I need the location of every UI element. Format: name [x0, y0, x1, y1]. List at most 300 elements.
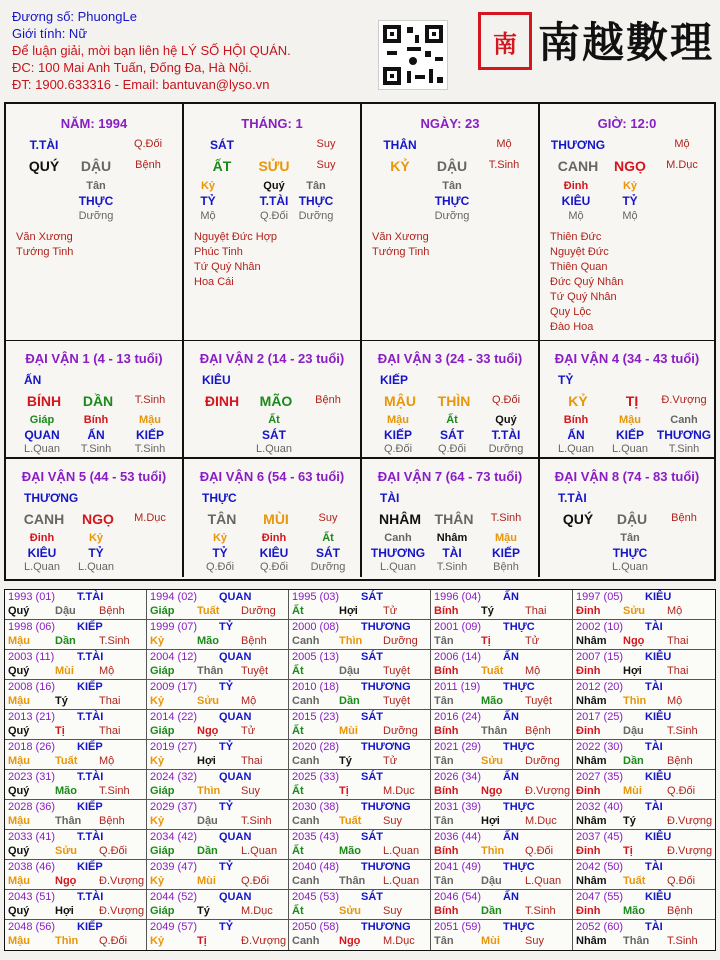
year-ten-god: TỶ [219, 801, 234, 813]
annual-cell [5, 800, 147, 829]
dai-van-branch: THÌN [437, 393, 471, 409]
year-label: 2020 (28) [292, 741, 340, 753]
year-life-stage: T.Sinh [525, 905, 556, 917]
annual-cell [147, 740, 289, 769]
annual-cell [573, 620, 715, 649]
year-label: 2002 (10) [576, 621, 624, 633]
pillar-stem: ẤT [212, 158, 232, 174]
hidden-stem: Ất [268, 414, 280, 426]
year-stem: Nhâm [576, 935, 607, 947]
year-label: 1999 (07) [150, 621, 198, 633]
annual-cell [573, 800, 715, 829]
annual-row [5, 890, 715, 920]
pillar-life-stage: Bệnh [135, 159, 161, 171]
annual-cell [147, 920, 289, 950]
annual-cell [289, 860, 431, 889]
year-ten-god: TÀI [645, 741, 663, 753]
pillar-star: Tứ Quý Nhân [550, 291, 617, 303]
dai-van-life-stage: T.Sinh [490, 512, 522, 524]
annual-cell [5, 890, 147, 919]
year-life-stage: Mộ [241, 695, 257, 707]
hidden-ten-god: THỰC [612, 546, 648, 560]
year-ten-god: ẤN [503, 831, 519, 843]
year-branch: Sửu [623, 605, 646, 617]
annual-row [5, 770, 715, 800]
year-stem: Quý [8, 725, 30, 737]
contact-phone-email: ĐT: 1900.633316 - Email: bantuvan@lyso.vn [12, 77, 270, 92]
year-branch: Mùi [623, 785, 642, 797]
year-ten-god: THỰC [503, 681, 535, 693]
year-branch: Mão [339, 845, 361, 857]
dai-van-life-stage: T.Sinh [134, 394, 166, 406]
year-stem: Kỷ [150, 935, 165, 947]
year-life-stage: Dưỡng [383, 635, 418, 647]
owner-name: Đương số: PhuongLe [12, 9, 137, 24]
annual-table [4, 589, 716, 951]
annual-cell [147, 770, 289, 799]
year-stem: Quý [8, 905, 30, 917]
dai-van-stem: ĐINH [204, 393, 240, 409]
year-life-stage: Thai [667, 665, 689, 677]
annual-cell [289, 740, 431, 769]
year-branch: Dậu [623, 725, 644, 737]
year-branch: Thân [197, 665, 224, 677]
year-label: 2008 (16) [8, 681, 56, 693]
pillar-stem: KỶ [390, 158, 410, 174]
dai-van-stem: BÍNH [26, 393, 62, 409]
hidden-ten-god: QUAN [24, 428, 60, 442]
annual-cell [431, 830, 573, 859]
annual-row [5, 740, 715, 770]
year-branch: Dần [481, 905, 502, 917]
pillar-column [362, 104, 540, 340]
hidden-stem: Kỷ [88, 532, 104, 544]
dai-van-stem: TÂN [207, 511, 237, 527]
dai-van-title: ĐẠI VẬN 7 (64 - 73 tuổi) [377, 469, 523, 484]
hidden-life-stage: L.Quan [611, 443, 649, 455]
annual-cell [5, 770, 147, 799]
dai-van-ten-god: THỰC [202, 491, 237, 505]
year-life-stage: Bệnh [99, 605, 125, 617]
year-stem: Bính [434, 905, 459, 917]
hidden-life-stage: T.Sinh [668, 443, 700, 455]
annual-row [5, 860, 715, 890]
year-stem: Đinh [576, 725, 601, 737]
year-label: 1998 (06) [8, 621, 56, 633]
year-ten-god: KIẾP [77, 621, 103, 633]
annual-cell [147, 590, 289, 619]
hidden-stem: Canh [670, 414, 698, 426]
year-life-stage: Suy [383, 905, 402, 917]
hidden-ten-god: THƯƠNG [656, 428, 712, 442]
annual-cell [5, 740, 147, 769]
hidden-ten-god: KIẾP [491, 546, 521, 560]
year-life-stage: Thai [99, 695, 121, 707]
annual-cell [289, 920, 431, 950]
year-label: 2014 (22) [150, 711, 198, 723]
dai-van-title: ĐẠI VẬN 2 (14 - 23 tuổi) [199, 351, 345, 366]
year-ten-god: TÀI [645, 621, 663, 633]
hidden-stem: Canh [384, 532, 412, 544]
dai-van-branch: MÃO [259, 393, 293, 409]
year-life-stage: Q.Đối [667, 785, 696, 797]
year-label: 2024 (32) [150, 771, 198, 783]
pillar-star: Quy Lộc [550, 306, 591, 318]
hidden-ten-god: KIẾP [615, 428, 645, 442]
year-label: 2036 (44) [434, 831, 482, 843]
four-pillars-grid [4, 102, 716, 342]
year-branch: Tị [623, 845, 633, 857]
hidden-life-stage: Dưỡng [434, 210, 470, 222]
year-life-stage: L.Quan [525, 875, 562, 887]
year-life-stage: M.Dục [241, 905, 273, 917]
pillar-branch: DẬU [80, 158, 112, 174]
dai-van-ten-god: KIÊU [202, 373, 231, 387]
year-label: 2000 (08) [292, 621, 340, 633]
year-branch: Tý [623, 815, 636, 827]
year-label: 1993 (01) [8, 591, 56, 603]
dai-van-cell [362, 341, 540, 459]
year-ten-god: TỶ [219, 681, 234, 693]
year-life-stage: Q.Đối [525, 845, 554, 857]
year-ten-god: THƯƠNG [361, 621, 411, 633]
year-label: 2035 (43) [292, 831, 340, 843]
dai-van-cell [6, 459, 184, 577]
year-label: 2023 (31) [8, 771, 56, 783]
year-stem: Bính [434, 785, 459, 797]
annual-cell [289, 650, 431, 679]
gender: Giới tính: Nữ [12, 26, 88, 41]
hidden-life-stage: Q.Đối [205, 561, 235, 573]
pillar-ten-god: SÁT [210, 138, 234, 152]
year-life-stage: T.Sinh [99, 635, 130, 647]
year-branch: Tuất [339, 815, 362, 827]
dai-van-life-stage: Q.Đối [491, 394, 521, 406]
year-ten-god: THƯƠNG [361, 681, 411, 693]
pillar-ten-god: T.TÀI [29, 138, 59, 152]
dai-van-ten-god: TỶ [558, 373, 574, 387]
year-ten-god: KIÊU [645, 771, 672, 783]
contact-invite: Để luận giải, mời bạn liên hệ LÝ SỐ HỘI QUÁN. [12, 43, 291, 58]
dai-van-cell [540, 341, 714, 459]
year-label: 2010 (18) [292, 681, 340, 693]
pillar-title: THÁNG: 1 [241, 116, 303, 131]
hidden-stem: Ất [446, 414, 458, 426]
year-branch: Mùi [197, 875, 216, 887]
pillar-stem: QUÝ [28, 158, 60, 174]
hidden-life-stage: Dưỡng [488, 443, 524, 455]
annual-row [5, 920, 715, 950]
year-ten-god: QUAN [219, 591, 252, 603]
year-ten-god: QUAN [219, 651, 252, 663]
pillar-star: Thiên Đức [550, 231, 602, 243]
dai-van-branch: DẬU [616, 511, 648, 527]
hidden-stem: Kỷ [622, 180, 638, 192]
annual-cell [573, 710, 715, 739]
year-branch: Tị [197, 935, 207, 947]
annual-cell [5, 590, 147, 619]
year-label: 2001 (09) [434, 621, 482, 633]
dai-van-stem: NHÂM [379, 511, 421, 527]
year-stem: Tân [434, 695, 454, 707]
year-ten-god: TỶ [219, 621, 234, 633]
year-stem: Bính [434, 725, 459, 737]
year-ten-god: ẤN [503, 651, 519, 663]
year-stem: Mậu [8, 935, 30, 947]
pillar-top-status: Mộ [496, 138, 512, 150]
annual-cell [573, 860, 715, 889]
hidden-ten-god: KIẾP [383, 428, 413, 442]
annual-cell [431, 770, 573, 799]
year-label: 2045 (53) [292, 891, 340, 903]
year-life-stage: T.Sinh [241, 815, 272, 827]
hidden-ten-god: KIẾP [135, 428, 165, 442]
year-stem: Ất [292, 905, 304, 917]
annual-cell [147, 890, 289, 919]
year-label: 2006 (14) [434, 651, 482, 663]
annual-row [5, 710, 715, 740]
year-stem: Tân [434, 635, 454, 647]
year-branch: Ngọ [623, 635, 645, 647]
year-life-stage: Đ.Vượng [667, 815, 713, 827]
year-ten-god: KIÊU [645, 651, 672, 663]
year-life-stage: Bệnh [667, 755, 693, 767]
pillar-stem: CANH [557, 158, 599, 174]
year-stem: Giáp [150, 725, 175, 737]
year-branch: Sửu [197, 695, 220, 707]
year-life-stage: Đ.Vượng [99, 875, 145, 887]
hidden-life-stage: Dưỡng [298, 210, 334, 222]
year-label: 2049 (57) [150, 921, 198, 933]
annual-cell [5, 920, 147, 950]
annual-cell [147, 800, 289, 829]
year-stem: Quý [8, 665, 30, 677]
hidden-life-stage: L.Quan [77, 561, 115, 573]
year-label: 2050 (58) [292, 921, 340, 933]
year-ten-god: SÁT [361, 651, 383, 663]
dai-van-branch: MÙI [263, 511, 289, 527]
hidden-life-stage: Mộ [568, 210, 584, 222]
year-ten-god: TÀI [645, 801, 663, 813]
annual-cell [5, 680, 147, 709]
pillar-star: Nguyệt Đức Hợp [194, 231, 278, 243]
year-label: 2029 (37) [150, 801, 198, 813]
hidden-ten-god: KIÊU [259, 546, 289, 560]
pillar-star: Phúc Tinh [194, 246, 243, 258]
year-branch: Dần [339, 695, 360, 707]
year-life-stage: Bệnh [667, 905, 693, 917]
hidden-ten-god: ẤN [567, 428, 585, 442]
year-branch: Thìn [55, 935, 79, 947]
contact-address: ĐC: 100 Mai Anh Tuấn, Đống Đa, Hà Nội. [12, 60, 252, 75]
year-branch: Thìn [481, 845, 505, 857]
year-ten-god: KIẾP [77, 921, 103, 933]
annual-cell [573, 650, 715, 679]
hidden-life-stage: Q.Đối [259, 561, 289, 573]
logo-seal [478, 12, 532, 70]
year-life-stage: Q.Đối [667, 875, 696, 887]
year-stem: Tân [434, 815, 454, 827]
year-life-stage: Tử [383, 755, 398, 767]
year-ten-god: T.TÀI [77, 711, 104, 723]
hidden-life-stage: Q.Đối [259, 210, 289, 222]
hidden-life-stage: Bệnh [493, 561, 519, 573]
hidden-stem: Đinh [261, 532, 287, 544]
year-stem: Canh [292, 875, 320, 887]
hidden-ten-god: THƯƠNG [370, 546, 426, 560]
year-branch: Thân [481, 725, 508, 737]
annual-cell [431, 860, 573, 889]
pillar-column [540, 104, 714, 340]
year-label: 2018 (26) [8, 741, 56, 753]
year-life-stage: M.Dục [525, 815, 557, 827]
dai-van-stem: QUÝ [562, 511, 594, 527]
year-stem: Canh [292, 635, 320, 647]
annual-cell [431, 710, 573, 739]
pillar-ten-god: THƯƠNG [550, 138, 606, 152]
year-label: 2052 (60) [576, 921, 624, 933]
year-branch: Ngọ [339, 935, 361, 947]
dai-van-title: ĐẠI VẬN 6 (54 - 63 tuổi) [199, 469, 345, 484]
year-label: 2034 (42) [150, 831, 198, 843]
hidden-ten-god: SÁT [440, 428, 464, 442]
pillar-column [6, 104, 184, 340]
pillar-star: Tứ Quý Nhân [194, 261, 261, 273]
dai-van-title: ĐẠI VẬN 3 (24 - 33 tuổi) [377, 351, 523, 366]
year-label: 2009 (17) [150, 681, 198, 693]
annual-cell [289, 710, 431, 739]
annual-cell [573, 740, 715, 769]
year-label: 2027 (35) [576, 771, 624, 783]
year-ten-god: QUAN [219, 831, 252, 843]
hidden-life-stage: Dưỡng [310, 561, 346, 573]
year-branch: Dậu [197, 815, 218, 827]
annual-cell [431, 800, 573, 829]
year-stem: Kỷ [150, 755, 165, 767]
annual-cell [573, 890, 715, 919]
year-branch: Sửu [55, 845, 78, 857]
year-label: 1997 (05) [576, 591, 624, 603]
annual-cell [289, 830, 431, 859]
hidden-ten-god: THỰC [78, 194, 114, 208]
year-stem: Giáp [150, 905, 175, 917]
hidden-stem: Tân [620, 532, 640, 544]
annual-cell [147, 860, 289, 889]
year-ten-god: TỶ [219, 861, 234, 873]
year-life-stage: M.Dục [383, 785, 415, 797]
year-life-stage: Dưỡng [241, 605, 276, 617]
annual-row [5, 800, 715, 830]
year-life-stage: Mộ [525, 665, 541, 677]
annual-cell [431, 620, 573, 649]
year-stem: Mậu [8, 635, 30, 647]
year-life-stage: Thai [525, 605, 547, 617]
hidden-stem: Quý [263, 180, 285, 192]
dai-van-cell [6, 341, 184, 459]
year-life-stage: Mộ [667, 695, 683, 707]
hidden-stem: Tân [306, 180, 326, 192]
year-life-stage: Mộ [99, 665, 115, 677]
year-ten-god: T.TÀI [77, 651, 104, 663]
dai-van-ten-god: T.TÀI [558, 491, 587, 505]
pillar-star: Đức Quý Nhân [550, 276, 624, 288]
year-stem: Giáp [150, 845, 175, 857]
pillar-branch: NGỌ [614, 158, 646, 174]
year-branch: Tị [339, 785, 349, 797]
year-stem: Nhâm [576, 695, 607, 707]
year-life-stage: Tử [241, 725, 256, 737]
pillar-star: Văn Xương [372, 231, 429, 243]
hidden-stem: Mậu [495, 532, 517, 544]
pillar-life-stage: Suy [316, 159, 336, 171]
annual-cell [289, 590, 431, 619]
annual-cell [5, 710, 147, 739]
year-label: 2039 (47) [150, 861, 198, 873]
year-life-stage: Tuyệt [525, 695, 553, 707]
year-branch: Dần [623, 755, 644, 767]
pillar-stars-list [16, 230, 73, 260]
year-branch: Hợi [197, 755, 216, 767]
annual-cell [573, 590, 715, 619]
hidden-stem: Giáp [29, 414, 55, 426]
year-stem: Ất [292, 665, 304, 677]
year-stem: Ất [292, 845, 304, 857]
dai-van-life-stage: M.Dục [134, 512, 166, 524]
hidden-ten-god: TỶ [622, 194, 638, 208]
year-branch: Tuất [481, 665, 504, 677]
year-label: 2041 (49) [434, 861, 482, 873]
year-label: 2032 (40) [576, 801, 624, 813]
year-life-stage: Q.Đối [99, 935, 128, 947]
year-stem: Tân [434, 875, 454, 887]
year-life-stage: Đ.Vượng [241, 935, 287, 947]
dai-van-branch: TỊ [625, 393, 639, 409]
year-ten-god: KIẾP [77, 741, 103, 753]
year-branch: Thìn [339, 635, 363, 647]
year-stem: Canh [292, 815, 320, 827]
dai-van-stem: MẬU [384, 393, 416, 409]
year-life-stage: L.Quan [383, 875, 420, 887]
year-stem: Nhâm [576, 815, 607, 827]
pillar-life-stage: M.Dục [666, 159, 698, 171]
dai-van-grid [4, 341, 716, 581]
year-ten-god: THỰC [503, 801, 535, 813]
year-stem: Đinh [576, 905, 601, 917]
pillar-stars-list [194, 230, 277, 290]
year-label: 2047 (55) [576, 891, 624, 903]
year-stem: Nhâm [576, 755, 607, 767]
year-life-stage: Đ.Vượng [667, 845, 713, 857]
year-life-stage: Thai [99, 725, 121, 737]
year-label: 2015 (23) [292, 711, 340, 723]
logo-text: 南越數理 [538, 18, 715, 67]
pillar-stars-list [372, 230, 429, 260]
year-ten-god: SÁT [361, 831, 383, 843]
year-branch: Tị [55, 725, 65, 737]
hidden-stem: Tân [86, 180, 106, 192]
year-life-stage: Tuyệt [241, 665, 269, 677]
year-ten-god: T.TÀI [77, 831, 104, 843]
pillar-star: Đào Hoa [550, 321, 594, 333]
year-branch: Dần [197, 845, 218, 857]
year-ten-god: KIẾP [77, 681, 103, 693]
year-branch: Ngọ [55, 875, 77, 887]
year-branch: Dậu [481, 875, 502, 887]
year-ten-god: TÀI [645, 681, 663, 693]
year-ten-god: ẤN [503, 711, 519, 723]
annual-row [5, 830, 715, 860]
year-life-stage: Bệnh [99, 815, 125, 827]
